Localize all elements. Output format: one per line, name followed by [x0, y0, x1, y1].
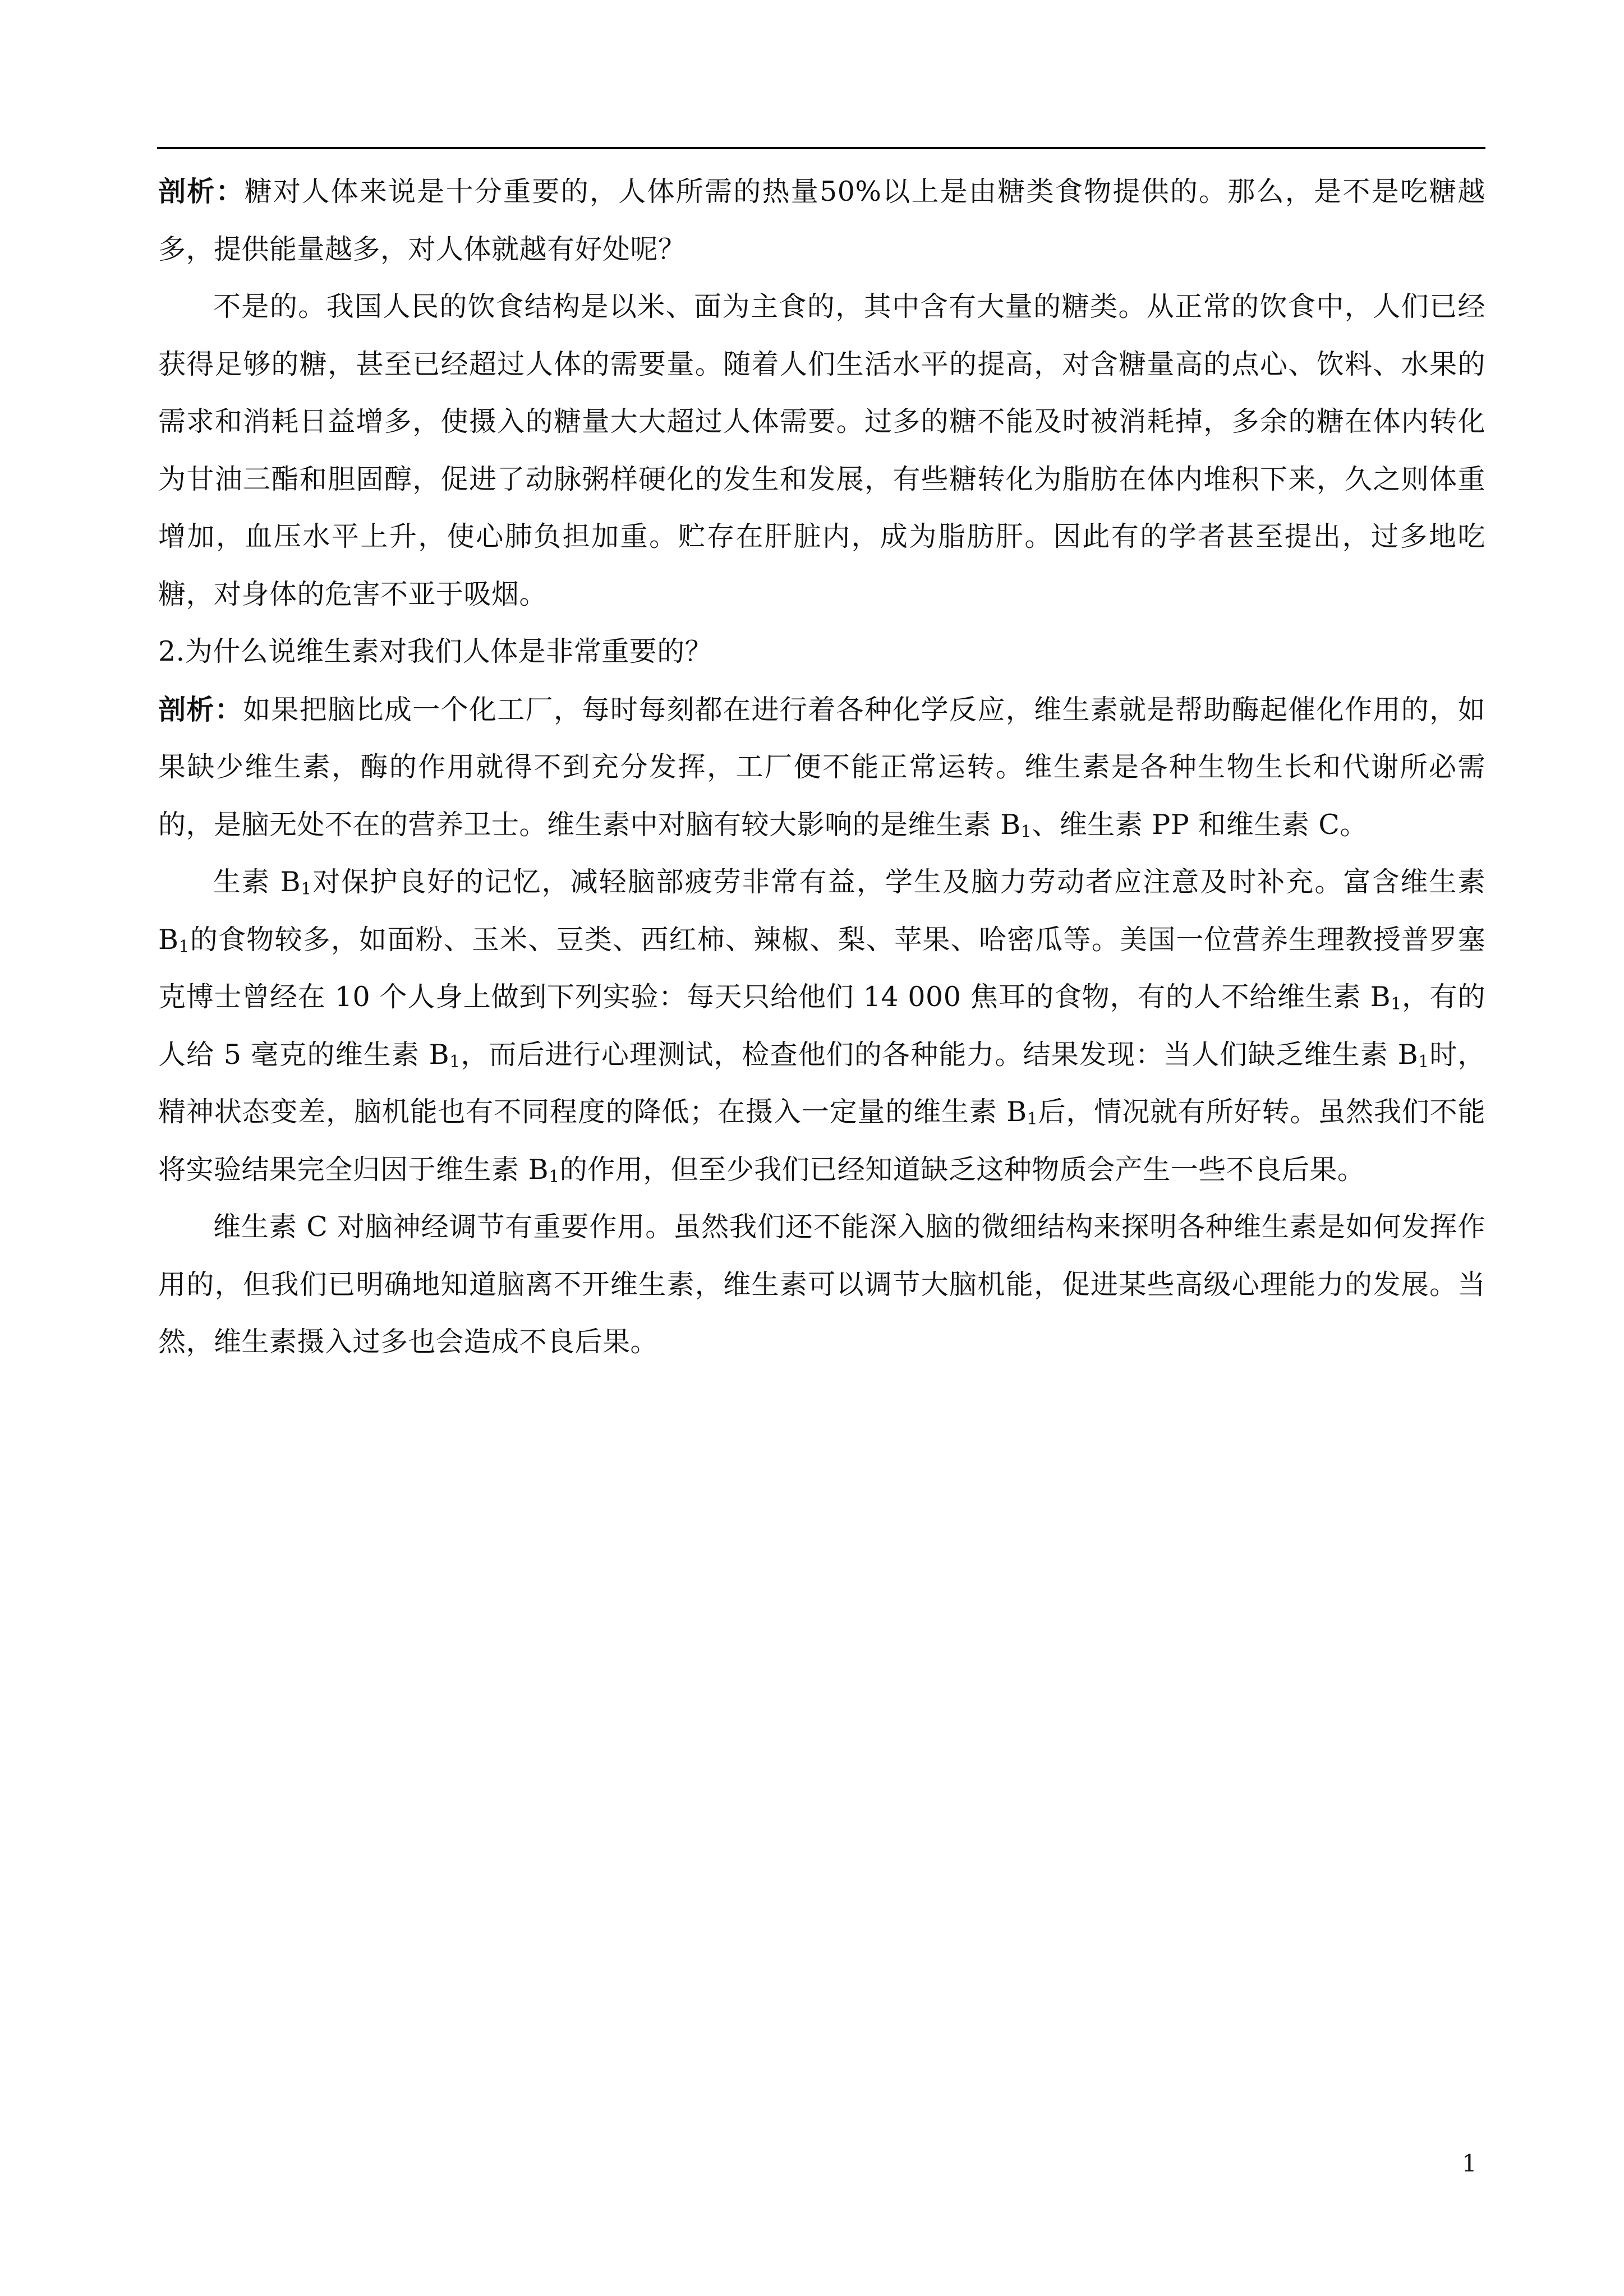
subscript-1: 1	[1418, 1052, 1429, 1072]
analysis-label: 剖析：	[158, 693, 243, 726]
text-segment: 的食物较多，如面粉、玉米、豆类、西红柿、辣椒、梨、苹果、哈密瓜等。美国一位营养生理教授普罗塞克博士曾经在 10 个人身上做到下列实验：每天只给他们 14 000 焦耳的食物，有的人不给维生素 B	[158, 923, 1485, 1013]
vitamin-b1-paragraph	[158, 854, 1485, 1198]
subscript-1: 1	[449, 1052, 461, 1072]
text-segment: 生素 B	[213, 866, 301, 898]
text-segment: 后，情况就有所好转。虽然我们不能将实验结果完全归因于维生素 B	[158, 1096, 1485, 1186]
answer-paragraph-1: 不是的。我国人民的饮食结构是以米、面为主食的，其中含有大量的糖类。从正常的饮食中，人们已经获得足够的糖，甚至已经超过人体的需要量。随着人们生活水平的提高，对含糖量高的点心、饮料、水果的需求和消耗日益增多，使摄入的糖量大大超过人体需要。过多的糖不能及时被消耗掉，多余的糖在体内转化为甘油三酯和胆固醇，促进了动脉粥样硬化的发生和发展，有些糖转化为脂肪在体内堆积下来，久之则体重增加，血压水平上升，使心肺负担加重。贮存在肝脏内，成为脂肪肝。因此有的学者甚至提出，过多地吃糖，对身体的危害不亚于吸烟。	[158, 291, 1485, 610]
vitamin-c-paragraph: 维生素 C 对脑神经调节有重要作用。虽然我们还不能深入脑的微细结构来探明各种维生素是如何发挥作用的，但我们已明确地知道脑离不开维生素，维生素可以调节大脑机能，促进某些高级心理能力的发展。当然，维生素摄入过多也会造成不良后果。	[158, 1211, 1485, 1358]
subscript-1: 1	[549, 1167, 560, 1187]
text-segment: ，有的人给 5 毫克的维生素 B	[158, 981, 1485, 1071]
subscript-1: 1	[1391, 994, 1402, 1014]
subscript-1: 1	[1020, 822, 1032, 842]
text-segment: 的作用，但至少我们已经知道缺乏这种物质会产生一些不良后果。	[559, 1153, 1365, 1186]
analysis-paragraph-2	[158, 681, 1485, 854]
analysis-text-2b: 、维生素 PP 和维生素 C。	[1032, 808, 1368, 841]
text-segment: 时，精神状态变差，脑机能也有不同程度的降低；在摄入一定量的维生素 B	[158, 1038, 1485, 1128]
analysis-paragraph-1	[158, 163, 1485, 278]
subscript-1: 1	[178, 937, 190, 957]
header-rule	[157, 147, 1485, 149]
document-body	[158, 163, 1485, 1371]
subscript-1: 1	[301, 879, 312, 899]
analysis-text-1: 糖对人体来说是十分重要的，人体所需的热量50%以上是由糖类食物提供的。那么，是不是吃糖越多，提供能量越多，对人体就越有好处呢？	[158, 176, 1485, 265]
analysis-text-2a: 如果把脑比成一个化工厂，每时每刻都在进行着各种化学反应，维生素就是帮助酶起催化作用的，如果缺少维生素，酶的作用就得不到充分发挥，工厂便不能正常运转。维生素是各种生物生长和代谢所必需的，是脑无处不在的营养卫士。维生素中对脑有较大影响的是维生素 B	[158, 693, 1485, 841]
subscript-1: 1	[1027, 1109, 1038, 1129]
analysis-label: 剖析：	[158, 175, 245, 208]
text-segment: ，而后进行心理测试，检查他们的各种能力。结果发现：当人们缺乏维生素 B	[460, 1038, 1419, 1071]
question-2: 2.为什么说维生素对我们人体是非常重要的？	[158, 635, 713, 667]
page-number: 1	[1462, 2150, 1477, 2177]
text-segment: 对保护良好的记忆，减轻脑部疲劳非常有益，学生及脑力劳动者应注意及时补充。富含维生素 B	[158, 866, 1485, 956]
